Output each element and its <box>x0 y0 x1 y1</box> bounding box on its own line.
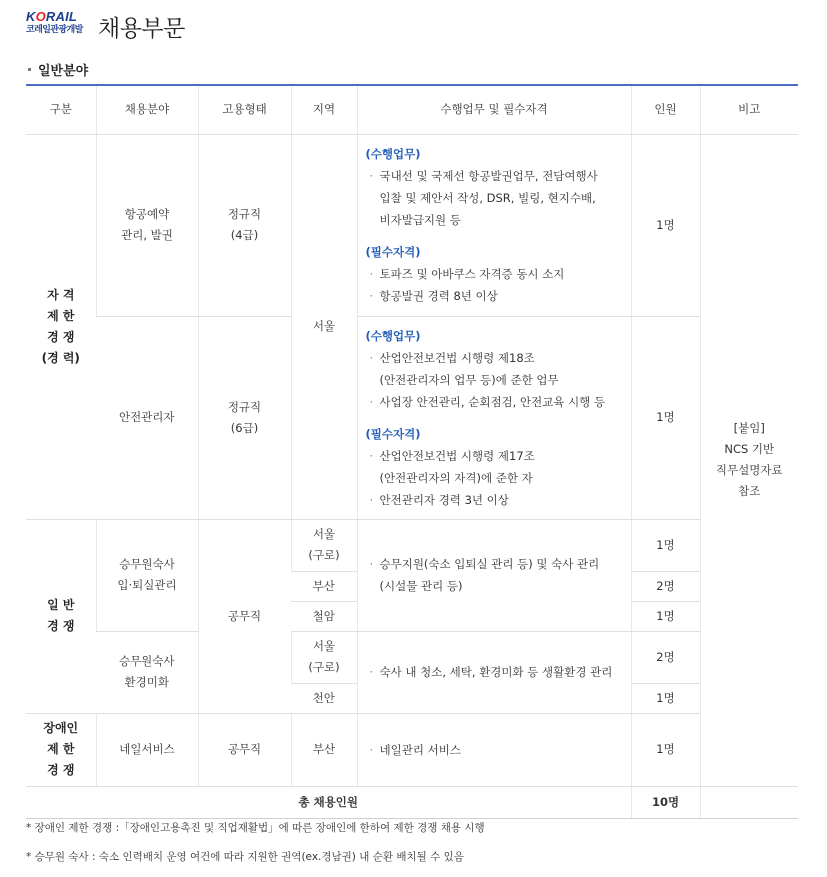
footnotes <box>26 820 485 877</box>
korail-logo <box>26 10 92 40</box>
field-cell: 항공예약 관리, 발권 <box>96 134 198 316</box>
table-header-row <box>26 85 798 134</box>
section-title <box>28 60 88 79</box>
duty-cell <box>357 134 631 316</box>
duty-title: (수행업무) <box>365 147 421 161</box>
logo-sub: 코레일관광개발 <box>26 25 83 35</box>
qual-item: · 토파즈 및 아바쿠스 자격증 동시 소지 <box>369 267 565 281</box>
category-cell: 장애인 제 한 경 쟁 <box>26 713 96 786</box>
type-cell: 정규직 (6급) <box>198 316 291 519</box>
duty-title: (수행업무) <box>365 328 421 343</box>
region-cell: 철암 <box>291 601 357 631</box>
total-empty-cell <box>700 786 798 818</box>
category-cell: 일 반 경 쟁 <box>26 519 96 713</box>
duty-cell <box>357 316 631 519</box>
duty-item: · 산업안전보건법 시행령 제18조 (안전관리자의 업무 등)에 준한 업무 <box>369 350 559 387</box>
page-title: 채용부문 <box>98 16 185 42</box>
table-row <box>26 519 798 571</box>
duty-cell <box>357 519 631 631</box>
note-cell: [붙임] NCS 기반 직무설명자료 참조 <box>700 134 798 786</box>
recruit-table <box>26 84 798 819</box>
count-cell: 2명 <box>631 571 700 601</box>
footnote: * 승무원 숙사 : 숙소 인력배치 운영 여건에 따라 지원한 권역(ex.경남권) 내 순환 배치될 수 있음 <box>26 851 464 863</box>
duty-item: · 숙사 내 청소, 세탁, 환경미화 등 생활환경 관리 <box>369 665 613 679</box>
qual-item: · 안전관리자 경력 3년 이상 <box>369 492 509 507</box>
duty-item: · 네일관리 서비스 <box>369 742 461 757</box>
qual-title: (필수자격) <box>365 426 421 441</box>
type-cell: 공무직 <box>198 519 291 713</box>
region-cell: 천안 <box>291 683 357 713</box>
category-cell: 자 격 제 한 경 쟁 (경 력) <box>26 134 96 519</box>
total-count: 10명 <box>631 786 700 818</box>
table-row <box>26 631 798 683</box>
col-header: 고용형태 <box>198 85 291 134</box>
col-header: 구분 <box>26 85 96 134</box>
qual-item: · 산업안전보건법 시행령 제17조 (안전관리자의 자격)에 준한 자 <box>369 448 535 485</box>
col-header: 인원 <box>631 85 700 134</box>
count-cell: 1명 <box>631 519 700 571</box>
type-cell: 정규직 (4급) <box>198 134 291 316</box>
logo-mark: KORAIL <box>26 9 78 24</box>
col-header: 지역 <box>291 85 357 134</box>
qual-title: (필수자격) <box>365 245 421 259</box>
type-cell: 공무직 <box>198 713 291 786</box>
duty-item: · 사업장 안전관리, 순회점검, 안전교육 시행 등 <box>369 394 606 409</box>
count-cell: 1명 <box>631 601 700 631</box>
duty-cell <box>357 713 631 786</box>
qual-item: · 항공발권 경력 8년 이상 <box>369 289 498 303</box>
col-header: 수행업무 및 필수자격 <box>357 85 631 134</box>
col-header: 채용분야 <box>96 85 198 134</box>
field-cell: 안전관리자 <box>96 316 198 519</box>
total-label: 총 채용인원 <box>26 786 631 818</box>
page-header <box>26 8 326 42</box>
region-cell: 서울 (구로) <box>291 519 357 571</box>
region-cell: 서울 <box>291 134 357 519</box>
field-cell: 네일서비스 <box>96 713 198 786</box>
section-title-text: 일반분야 <box>38 64 89 79</box>
table-row <box>26 316 798 519</box>
duty-item: · 국내선 및 국제선 항공발권업무, 전담여행사 입찰 및 제안서 작성, DSR, 빌링, 현지수배, 비자발급지원 등 <box>369 169 598 227</box>
count-cell: 1명 <box>631 316 700 519</box>
field-cell: 승무원숙사 환경미화 <box>96 631 198 713</box>
count-cell: 1명 <box>631 713 700 786</box>
duty-item: · 승무지원(숙소 입퇴실 관리 등) 및 숙사 관리 (시설물 관리 등) <box>369 557 600 593</box>
table-row <box>26 134 798 316</box>
table-row <box>26 713 798 786</box>
count-cell: 1명 <box>631 683 700 713</box>
region-cell: 부산 <box>291 713 357 786</box>
col-header: 비고 <box>700 85 798 134</box>
count-cell: 1명 <box>631 134 700 316</box>
field-cell: 승무원숙사 입·퇴실관리 <box>96 519 198 631</box>
total-row <box>26 786 798 818</box>
bullet-icon <box>28 68 31 71</box>
count-cell: 2명 <box>631 631 700 683</box>
duty-cell <box>357 631 631 713</box>
footnote: * 장애인 제한 경쟁 :「장애인고용촉진 및 직업재활법」에 따른 장애인에 한하여 제한 경쟁 채용 시행 <box>26 822 485 834</box>
region-cell: 서울 (구로) <box>291 631 357 683</box>
region-cell: 부산 <box>291 571 357 601</box>
